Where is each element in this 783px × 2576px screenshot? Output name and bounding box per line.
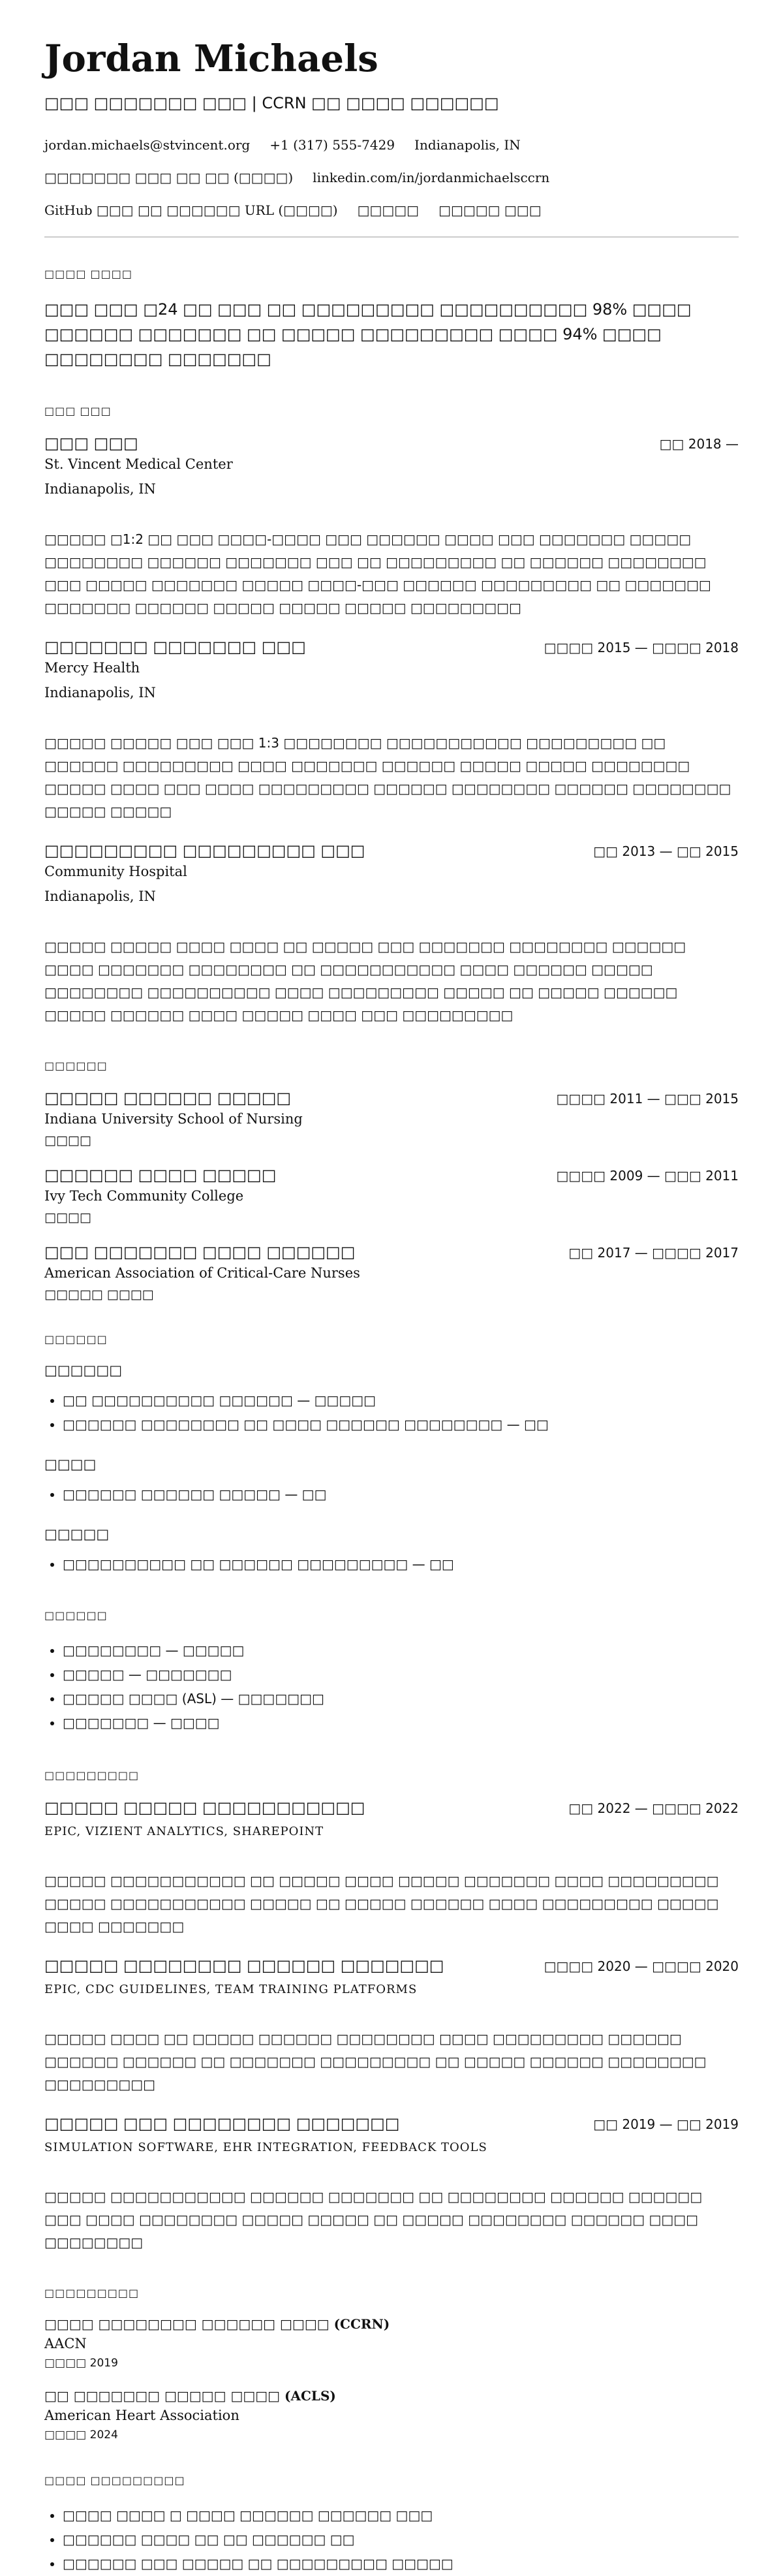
extra-link-2[interactable]: □□□□□ □□□ (438, 202, 542, 218)
language-item: • □□□□□ □□□□ (ASL) — □□□□□□□ (63, 1687, 739, 1711)
project-name: □□□□□ □□□ □□□□□□□□ □□□□□□□ (44, 2114, 400, 2133)
project-description: □□□□□ □□□□□□□□□□□ □□□□□□ □□□□□□□ □□ □□□□□□□□ □□□□□□ □□□□□□ □□□ □□□□ □□□□□□□□ □□□□□ □□□□□ □□ □□□□□ □□□□□□□□ □□□□□□ □□□□ □□□□□□□□ (44, 2188, 703, 2250)
job-description: □□□□□ □□□□□ □□□□ □□□□ □□ □□□□□ □□□ □□□□□□□ □□□□□□□□ □□□□□□ □□□□ □□□□□□□ □□□□□□□□ □□ □□□□□□□□□□□ □□□□ □□□□□□ □□□□□ □□□□□□□□ □□□□□□□□□□ □□□□ □□□□□□□□□ □□□□□ □□ □□□□□ □□□□□□ □□□□□ □□□□□□ □□□□ □□□□□ □□□□ □□□ □□□□□□□□□ (44, 938, 686, 1023)
experience-heading: □□□ □□□ (44, 404, 112, 417)
header-divider (44, 236, 739, 238)
candidate-name: Jordan Michaels (44, 37, 378, 80)
education-date: □□□□ 2011 — □□□ 2015 (556, 1090, 739, 1107)
employer: Mercy Health (44, 659, 140, 676)
project-item (44, 1956, 739, 2096)
interest-item: • □□□□□□ □□□ □□□□□ □□ □□□□□□□□□ □□□□□ (63, 2552, 739, 2576)
job-date: □□ 2018 — (659, 435, 739, 452)
skill-item: • □□□□□□ □□□□□□ □□□□□ — □□ (63, 1483, 739, 1507)
certification-date: □□□□ 2019 (44, 2356, 118, 2370)
skill-list (44, 1389, 739, 1437)
certifications-heading: □□□□□□□□□ (44, 2286, 140, 2299)
certification-date: □□□□ 2024 (44, 2428, 118, 2442)
institution: Ivy Tech Community College (44, 1187, 244, 1204)
employer: St. Vincent Medical Center (44, 456, 233, 472)
project-date: □□□□ 2020 — □□□□ 2020 (544, 1958, 739, 1974)
languages-heading: □□□□□□ (44, 1609, 108, 1622)
skill-item: • □□□□□□□□□□ □□ □□□□□□ □□□□□□□□□ — □□ (63, 1552, 739, 1577)
phone-link[interactable]: +1 (317) 555-7429 (269, 136, 395, 153)
projects-heading: □□□□□□□□□ (44, 1768, 140, 1782)
summary-heading: □□□□ □□□□ (44, 267, 133, 280)
project-tech: SIMULATION SOFTWARE, EHR INTEGRATION, FEEDBACK TOOLS (44, 2140, 487, 2154)
language-item: • □□□□□□□ — □□□□ (63, 1711, 739, 1735)
job-location: Indianapolis, IN (44, 684, 156, 700)
job-title: □□□□□□□ □□□□□□□ □□□ (44, 637, 306, 656)
language-list (44, 1639, 739, 1735)
project-tech: EPIC, CDC GUIDELINES, TEAM TRAINING PLATFORMS (44, 1982, 418, 1996)
job-location: Indianapolis, IN (44, 480, 156, 497)
skill-item: • □□ □□□□□□□□□□ □□□□□□ — □□□□□ (63, 1389, 739, 1413)
degree: □□□ □□□□□□□ □□□□ □□□□□□ (44, 1242, 356, 1261)
email-link[interactable]: jordan.michaels@stvincent.org (44, 136, 251, 153)
project-date: □□ 2022 — □□□□ 2022 (568, 1800, 739, 1816)
interest-list (44, 2504, 739, 2576)
experience-item (44, 841, 739, 1027)
degree: □□□□□ □□□□□□ □□□□□ (44, 1088, 292, 1107)
extra-link-1[interactable]: □□□□□ (357, 202, 420, 218)
github-link[interactable]: GitHub □□□ □□ □□□□□□ URL (□□□□) (44, 202, 338, 218)
experience-item (44, 434, 739, 620)
project-name: □□□□□ □□□□□ □□□□□□□□□□□ (44, 1798, 365, 1817)
experience-item (44, 638, 739, 823)
project-description: □□□□□ □□□□□□□□□□□ □□ □□□□□ □□□□ □□□□□ □□□□□□□ □□□□ □□□□□□□□□ □□□□□ □□□□□□□□□□□ □□□□□ □□ □□□□□ □□□□□□ □□□□ □□□□□□□□□ □□□□□ □□□□ □□□□□□□ (44, 1872, 719, 1934)
certification-item (44, 2316, 739, 2370)
interests-heading: □□□□ □□□□□□□□□ (44, 2474, 185, 2487)
job-date: □□□□ 2015 — □□□□ 2018 (544, 639, 739, 655)
degree: □□□□□□ □□□□ □□□□□ (44, 1165, 277, 1184)
project-name: □□□□□ □□□□□□□□ □□□□□□ □□□□□□□ (44, 1956, 444, 1975)
skills-heading: □□□□□□ (44, 1332, 108, 1345)
interest-item: • □□□□□□ □□□□ □□ □□ □□□□□□ □□ (63, 2528, 739, 2552)
certification-name: □□□□ □□□□□□□□ □□□□□□ □□□□ (CCRN) (44, 2316, 390, 2332)
job-date: □□ 2013 — □□ 2015 (593, 843, 739, 859)
skill-list (44, 1483, 739, 1507)
education-date: □□□□ 2009 — □□□ 2011 (556, 1167, 739, 1184)
education-meta: □□□□ (44, 1133, 91, 1148)
interest-item: • □□□□ □□□□ □ □□□□ □□□□□□ □□□□□□ □□□ (63, 2504, 739, 2528)
education-item (44, 1243, 739, 1302)
project-date: □□ 2019 — □□ 2019 (593, 2116, 739, 2132)
education-item (44, 1166, 739, 1225)
certification-issuer: AACN (44, 2335, 87, 2351)
language-item: • □□□□□ — □□□□□□□ (63, 1663, 739, 1687)
job-title: □□□□□□□□□ □□□□□□□□□ □□□ (44, 841, 365, 860)
skill-group-title: □□□□□ (44, 1526, 110, 1542)
education-date: □□ 2017 — □□□□ 2017 (568, 1244, 739, 1261)
skill-item: • □□□□□□ □□□□□□□□ □□ □□□□ □□□□□□ □□□□□□□□ — □□ (63, 1413, 739, 1437)
project-tech: EPIC, VIZIENT ANALYTICS, SHAREPOINT (44, 1824, 324, 1838)
education-item (44, 1089, 739, 1148)
skill-list (44, 1552, 739, 1577)
skill-group-title: □□□□ (44, 1456, 97, 1472)
contact-row-2 (44, 170, 739, 185)
job-title: □□□ □□□ (44, 433, 138, 452)
job-location: Indianapolis, IN (44, 888, 156, 904)
institution: Indiana University School of Nursing (44, 1110, 303, 1127)
project-item (44, 2114, 739, 2254)
education-meta: □□□□□ □□□□ (44, 1287, 154, 1302)
contact-row-1 (44, 137, 739, 153)
portfolio-link[interactable]: □□□□□□□ □□□ □□ □□ (□□□□) (44, 169, 294, 185)
institution: American Association of Critical-Care Nurses (44, 1264, 360, 1281)
job-description: □□□□□ □1:2 □□ □□□ □□□□-□□□□ □□□ □□□□□□ □□□□ □□□ □□□□□□□ □□□□□ □□□□□□□□ □□□□□□ □□□□□□□ □□□ □□ □□□□□□□□□ □□ □□□□□□ □□□□□□□□ □□□ □□□□□ □□□□□□□ □□□□□ □□□□-□□□ □□□□□□ □□□□□□□□□ □□ □□□□□□□ □□□□□□□ □□□□□□ □□□□□ □□□□□ □□□□□ □□□□□□□□□ (44, 531, 711, 616)
certification-item (44, 2388, 739, 2442)
skill-group-title: □□□□□□ (44, 1362, 123, 1378)
employer: Community Hospital (44, 863, 187, 879)
certification-issuer: American Heart Association (44, 2407, 239, 2423)
contact-row-3 (44, 202, 739, 218)
summary-text: □□□ □□□ □24 □□ □□□ □□ □□□□□□□□□ □□□□□□□□□□ 98% □□□□ □□□□□□ □□□□□□□ □□ □□□□□ □□□□□□□□□ □□□□ 94% □□□□ □□□□□□□□ □□□□□□□ (44, 300, 692, 369)
headline: □□□ □□□□□□□ □□□ | CCRN □□ □□□□ □□□□□□ (44, 93, 499, 112)
project-description: □□□□□ □□□□ □□ □□□□□ □□□□□□ □□□□□□□□ □□□□ □□□□□□□□□ □□□□□□ □□□□□□ □□□□□□ □□ □□□□□□□ □□□□□□□□□ □□ □□□□□ □□□□□□ □□□□□□□□ □□□□□□□□□ (44, 2030, 707, 2092)
location-text: Indianapolis, IN (414, 136, 521, 153)
job-description: □□□□□ □□□□□ □□□ □□□ 1:3 □□□□□□□□ □□□□□□□□□□□ □□□□□□□□□ □□ □□□□□□ □□□□□□□□□ □□□□ □□□□□□□ □□□□□□ □□□□□ □□□□□ □□□□□□□□ □□□□□ □□□□ □□□ □□□□ □□□□□□□□□ □□□□□□ □□□□□□□□ □□□□□□ □□□□□□□□ □□□□□ □□□□□ (44, 734, 731, 819)
language-item: • □□□□□□□□ — □□□□□ (63, 1639, 739, 1663)
linkedin-link[interactable]: linkedin.com/in/jordanmichaelsccrn (313, 169, 550, 185)
project-item (44, 1798, 739, 1938)
certification-name: □□ □□□□□□□ □□□□□ □□□□ (ACLS) (44, 2387, 336, 2404)
education-meta: □□□□ (44, 1210, 91, 1225)
education-heading: □□□□□□ (44, 1059, 108, 1072)
